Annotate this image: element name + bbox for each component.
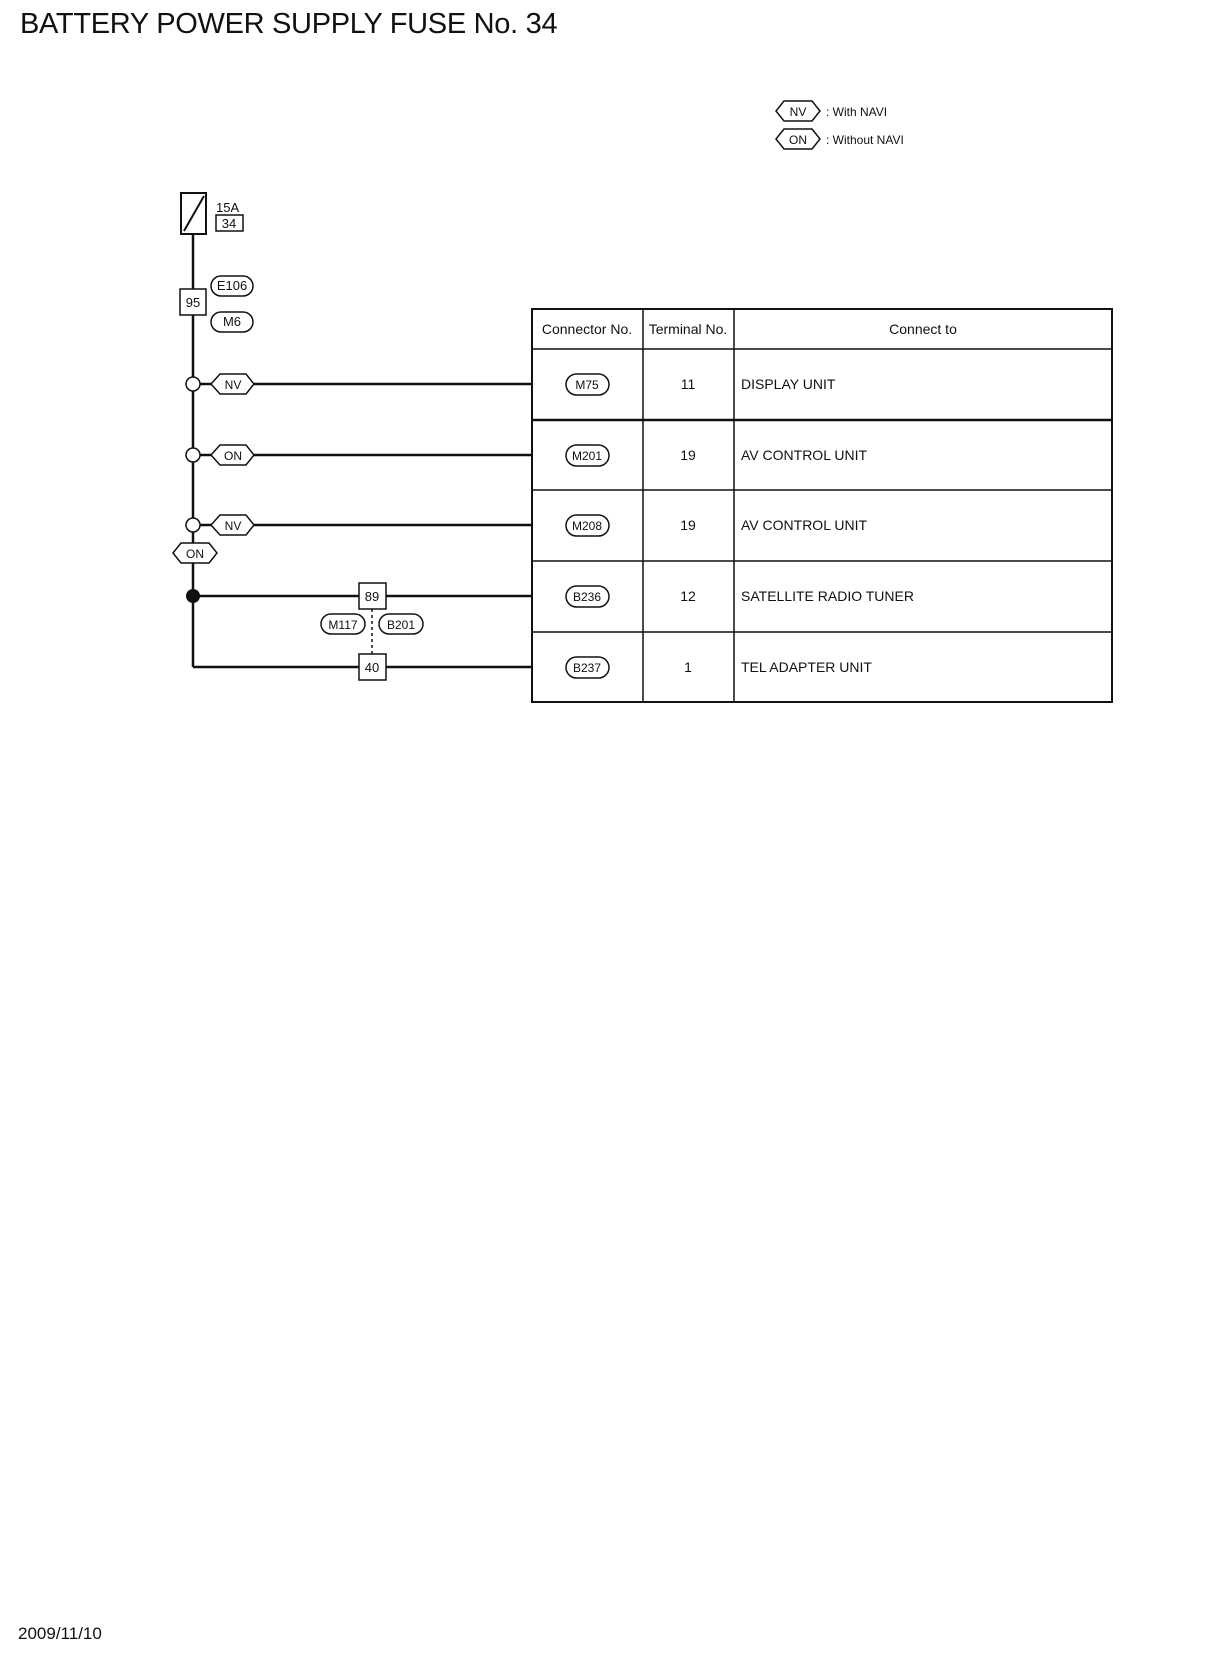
table-header-connector: Connector No. [541,321,633,337]
fuse-element [184,196,204,231]
row-connect-to: DISPLAY UNIT [741,376,836,392]
row-connect-to: TEL ADAPTER UNIT [741,659,872,675]
junction-dot [186,589,200,603]
row-terminal: 12 [680,588,696,604]
row-connect-to: AV CONTROL UNIT [741,447,868,463]
branch-tag-2: ON [224,449,242,463]
option-node-2 [186,448,200,462]
connector-table-grid [532,309,1112,702]
connector-m117: M117 [328,618,358,632]
connector-m6: M6 [222,314,242,329]
row-terminal: 19 [680,517,696,533]
option-node-1 [186,377,200,391]
table-row [573,588,914,604]
row-connector: M75 [575,378,599,392]
row-connector: B237 [572,661,602,675]
table-row [573,659,872,675]
table-row [572,517,867,533]
row-terminal: 1 [684,659,692,675]
branch-tag-3: NV [224,519,242,533]
legend-nv-label: : With NAVI [826,105,888,119]
legend-on-code: ON [789,133,807,147]
table-row [572,447,867,463]
row-connector: M201 [571,449,603,463]
fuse-rating: 15A [216,200,240,215]
row-terminal: 19 [680,447,696,463]
legend-on-label: : Without NAVI [826,133,904,147]
splice-terminal: 95 [185,295,201,310]
branch-group-tag: ON [186,547,204,561]
page-title: BATTERY POWER SUPPLY FUSE No. 34 [20,8,558,40]
row-connector: M208 [571,519,603,533]
page-date: 2009/11/10 [18,1624,102,1643]
connector-e106: E106 [216,278,248,293]
joint-terminal-40: 40 [364,660,380,675]
option-node-3 [186,518,200,532]
table-row [575,376,836,392]
table-header-connect-to: Connect to [889,321,957,337]
row-connector: B236 [572,590,602,604]
legend-nv-code: NV [789,105,807,119]
row-connect-to: AV CONTROL UNIT [741,517,868,533]
branch-tag-1: NV [224,378,242,392]
row-terminal: 11 [680,376,696,392]
row-connect-to: SATELLITE RADIO TUNER [741,588,914,604]
connector-b201: B201 [386,618,416,632]
fuse-number: 34 [221,216,237,231]
joint-terminal-89: 89 [364,589,380,604]
table-header-terminal: Terminal No. [648,321,728,337]
